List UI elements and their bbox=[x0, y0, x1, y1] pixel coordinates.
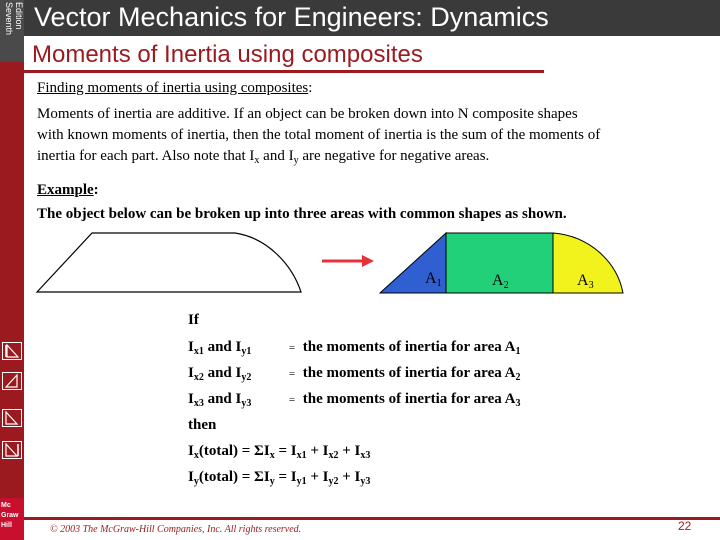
formula-row-3: $I_{x3}$ and $I_{y3}$ bbox=[188, 391, 252, 409]
publisher-logo: Mc Graw Hill bbox=[0, 498, 24, 540]
area-2-label: $A_2$ bbox=[492, 272, 509, 291]
paragraph-line-3: inertia for each part. Also note that $I_x$ and $I_y$ are negative for negative areas. bbox=[37, 148, 490, 166]
edition-line2: Edition bbox=[14, 2, 24, 30]
previous-slide-icon[interactable] bbox=[2, 372, 22, 390]
slide-title: Vector Mechanics for Engineers: Dynamics bbox=[34, 2, 549, 32]
next-slide-icon[interactable] bbox=[2, 409, 22, 427]
first-slide-icon[interactable] bbox=[2, 342, 22, 360]
last-slide-icon[interactable] bbox=[2, 441, 22, 459]
slide-subtitle: Moments of Inertia using composites bbox=[32, 41, 423, 68]
area-3-label: $A_3$ bbox=[577, 272, 594, 291]
formula-row-1-desc: = the moments of inertia for area $A_1$ bbox=[288, 339, 521, 357]
footer-rule bbox=[24, 517, 720, 520]
copyright-notice: © 2003 The McGraw-Hill Companies, Inc. All rights reserved. bbox=[50, 524, 302, 535]
transform-arrow-head bbox=[362, 255, 374, 267]
formula-total-x: $I_x(total) = \Sigma I_x = I_{x1} + I_{x2} + I_{x3}$ bbox=[188, 443, 371, 461]
example-label: Example: bbox=[37, 182, 99, 198]
original-shape bbox=[37, 233, 301, 292]
paragraph-line-2: with known moments of inertia, then the total moment of inertia is the sum of the moments of bbox=[37, 127, 601, 143]
section-heading: Finding moments of inertia using composites: bbox=[37, 80, 313, 96]
paragraph-line-1: Moments of inertia are additive. If an object can be broken down into N composite shapes bbox=[37, 106, 578, 122]
page-number: 22 bbox=[678, 519, 692, 533]
area-1-label: $A_1$ bbox=[425, 270, 442, 289]
edition-line1: Seventh bbox=[4, 2, 14, 36]
example-text: The object below can be broken up into three areas with common shapes as shown. bbox=[37, 206, 567, 222]
formula-row-2: $I_{x2}$ and $I_{y2}$ bbox=[188, 365, 252, 383]
formula-total-y: $I_y(total) = \Sigma I_y = I_{y1} + I_{y2} + I_{y3}$ bbox=[188, 469, 371, 487]
formula-row-2-desc: = the moments of inertia for area $A_2$ bbox=[288, 365, 521, 383]
formula-then: then bbox=[188, 417, 217, 433]
formula-row-3-desc: = the moments of inertia for area $A_3$ bbox=[288, 391, 521, 409]
formula-row-1: $I_{x1}$ and $I_{y1}$ bbox=[188, 339, 252, 357]
formula-if: If bbox=[188, 312, 199, 328]
